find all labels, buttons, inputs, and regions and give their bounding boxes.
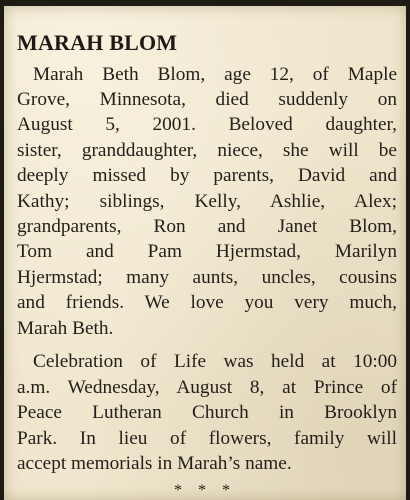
separator-stars: * * * [174,482,236,499]
obituary-title: MARAH BLOM [17,30,178,55]
text-line: and friends. We love you very much, [17,292,397,313]
text-line: accept memorials in Marah’s name. [17,453,292,474]
text-line: Hjermstad; many aunts, uncles, cousins [17,267,397,288]
text-line: Kathy; siblings, Kelly, Ashlie, Alex; [17,191,397,212]
text-line: Marah Beth Blom, age 12, of Maple [33,64,397,85]
text-line: Grove, Minnesota, died suddenly on [17,89,397,110]
text-line: deeply missed by parents, David and [17,165,397,186]
text-line: Park. In lieu of flowers, family will [17,428,397,449]
text-line: grandparents, Ron and Janet Blom, [17,216,397,237]
text-line: sister, granddaughter, niece, she will be [17,140,397,161]
text-line: Peace Lutheran Church in Brooklyn [17,402,397,423]
text-line: Marah Beth. [17,318,114,339]
text-line: August 5, 2001. Beloved daughter, [17,114,397,135]
text-line: Tom and Pam Hjermstad, Marilyn [17,241,397,262]
newspaper-clipping [4,6,406,500]
text-line: Celebration of Life was held at 10:00 [33,351,397,372]
text-line: a.m. Wednesday, August 8, at Prince of [17,377,397,398]
